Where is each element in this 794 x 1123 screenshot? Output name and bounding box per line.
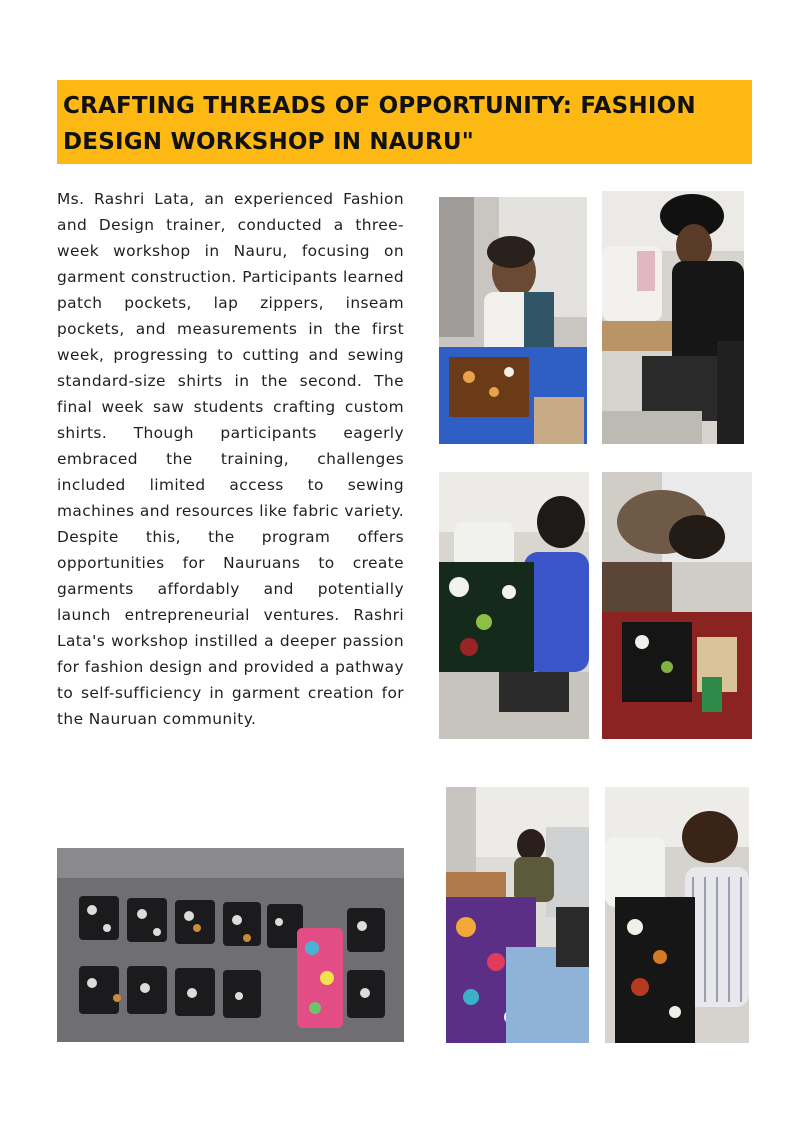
photo-woman-pinning-fabric	[602, 472, 752, 739]
article-body: Ms. Rashri Lata, an experienced Fashion and Design trainer, conducted a three-week workshop in Nauru, focusing on garment construction. Participants learned patch pockets, lap zippers, inseam pockets, and measurements in the first week, progressing to cutting and sewing standard-size shirts in the second. The final week saw students crafting custom shirts. Though participants eagerly embraced the training, challenges included limited access to sewing machines and resources like fabric variety. Despite this, the program offers opportunities for Nauruans to create garments affordably and potentially launch entrepreneurial ventures. Rashri Lata's workshop instilled a deeper passion for fashion design and provided a pathway to self-sufficiency in garment creation for the Nauruan community.	[57, 190, 404, 728]
photo-student-at-sewing-machine	[602, 191, 744, 444]
page-title: CRAFTING THREADS OF OPPORTUNITY: FASHION DESIGN WORKSHOP IN NAURU"	[63, 93, 696, 155]
photo-student-sewing-blue-table	[439, 197, 587, 444]
title-banner	[57, 80, 752, 164]
photo-woman-sewing-closeup	[605, 787, 749, 1043]
photo-classroom-cutting-fabric	[446, 787, 589, 1043]
photo-finished-shirts-display	[57, 848, 404, 1042]
photo-woman-sewing-floral-fabric	[439, 472, 589, 739]
